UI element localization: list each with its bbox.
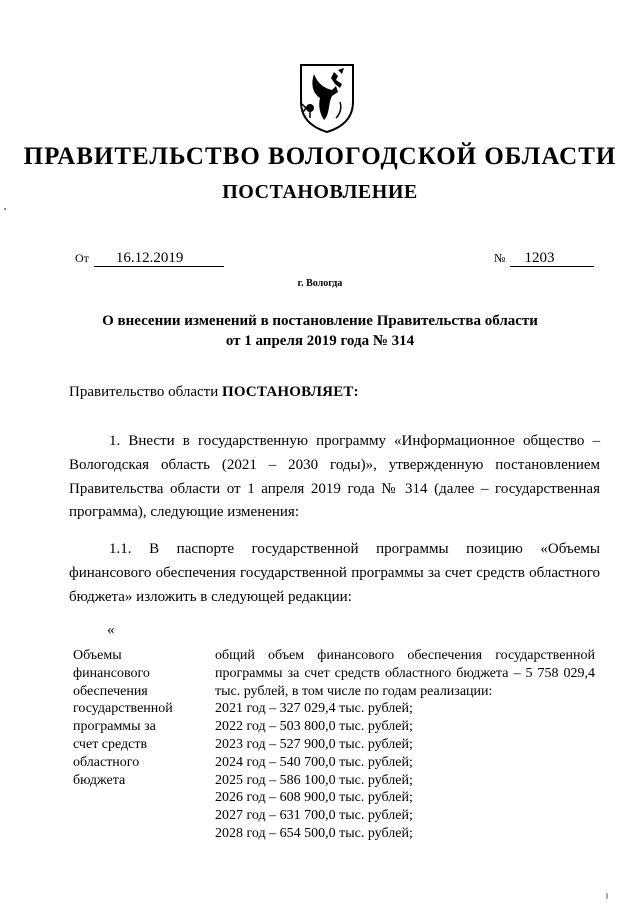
passport-intro-text: общий объем финансового обеспечения государственной программы за счет средств областного бюджета – 5 758 029,4 тыс. рублей, в том числе по годам реализации:	[215, 648, 595, 699]
date-line	[75, 250, 224, 267]
year-amount-row: 2025 год – 586 100,0 тыс. рублей;	[215, 772, 413, 788]
date-prefix: От	[75, 251, 89, 265]
passport-label-line: государственной	[73, 701, 173, 717]
decree-verb: ПОСТАНОВЛЯЕТ:	[221, 384, 359, 400]
year-amount-row: 2026 год – 608 900,0 тыс. рублей;	[215, 790, 413, 806]
number-line	[494, 250, 594, 267]
passport-label-line: программы за	[73, 719, 156, 735]
number-prefix: №	[494, 251, 506, 265]
year-amount-row: 2027 год – 631 700,0 тыс. рублей;	[215, 808, 413, 824]
paragraph-1	[69, 430, 600, 525]
year-amount-row: 2022 год – 503 800,0 тыс. рублей;	[215, 719, 413, 735]
decree-lead: Правительство области	[69, 384, 219, 400]
passport-value-cell	[215, 647, 595, 843]
opening-quote: «	[107, 622, 115, 638]
passport-label-line: финансового	[73, 665, 150, 681]
passport-label-line: Объемы	[73, 648, 122, 663]
passport-label-line: обеспечения	[73, 683, 148, 699]
passport-label-cell	[73, 647, 203, 789]
subject-line-2: от 1 апреля 2019 года № 314	[225, 333, 415, 349]
year-amount-row: 2028 год – 654 500,0 тыс. рублей;	[215, 825, 413, 841]
number-value: 1203	[510, 250, 594, 267]
year-amount-row: 2024 год – 540 700,0 тыс. рублей;	[215, 754, 413, 770]
year-amount-row: 2021 год – 327 029,4 тыс. рублей;	[215, 701, 413, 717]
government-title: ПРАВИТЕЛЬСТВО ВОЛОГОДСКОЙ ОБЛАСТИ	[23, 143, 617, 170]
passport-label-line: счет средств	[73, 736, 148, 752]
date-value: 16.12.2019	[94, 250, 224, 267]
passport-label-line: бюджета	[73, 772, 126, 788]
subject-heading	[60, 311, 580, 351]
paragraph-2-text: 1.1. В паспорте государственной программы позицию «Объемы финансового обеспечения государственной программы за счет средств областного бюджета» изложить в следующей редакции:	[69, 541, 600, 605]
year-amount-row: 2023 год – 527 900,0 тыс. рублей;	[215, 736, 413, 752]
paragraph-1-text: 1. Внести в государственную программу «Информационное общество – Вологодская область (2021 – 2030 годы)», утвержденную постановлением Правительства области от 1 апреля 2019 года № 314 (далее – государственная программа), следующие изменения:	[69, 433, 600, 521]
paragraph-2	[69, 538, 600, 609]
vologda-coat-of-arms-icon	[298, 62, 356, 134]
decree-statement	[69, 384, 359, 401]
scan-artifact	[606, 893, 608, 899]
passport-label-line: областного	[73, 754, 140, 770]
city-label: г. Вологда	[297, 278, 343, 289]
subject-line-1: О внесении изменений в постановление Правительства области	[102, 313, 538, 329]
scan-artifact	[4, 208, 6, 210]
document-type-title: ПОСТАНОВЛЕНИЕ	[222, 181, 418, 203]
